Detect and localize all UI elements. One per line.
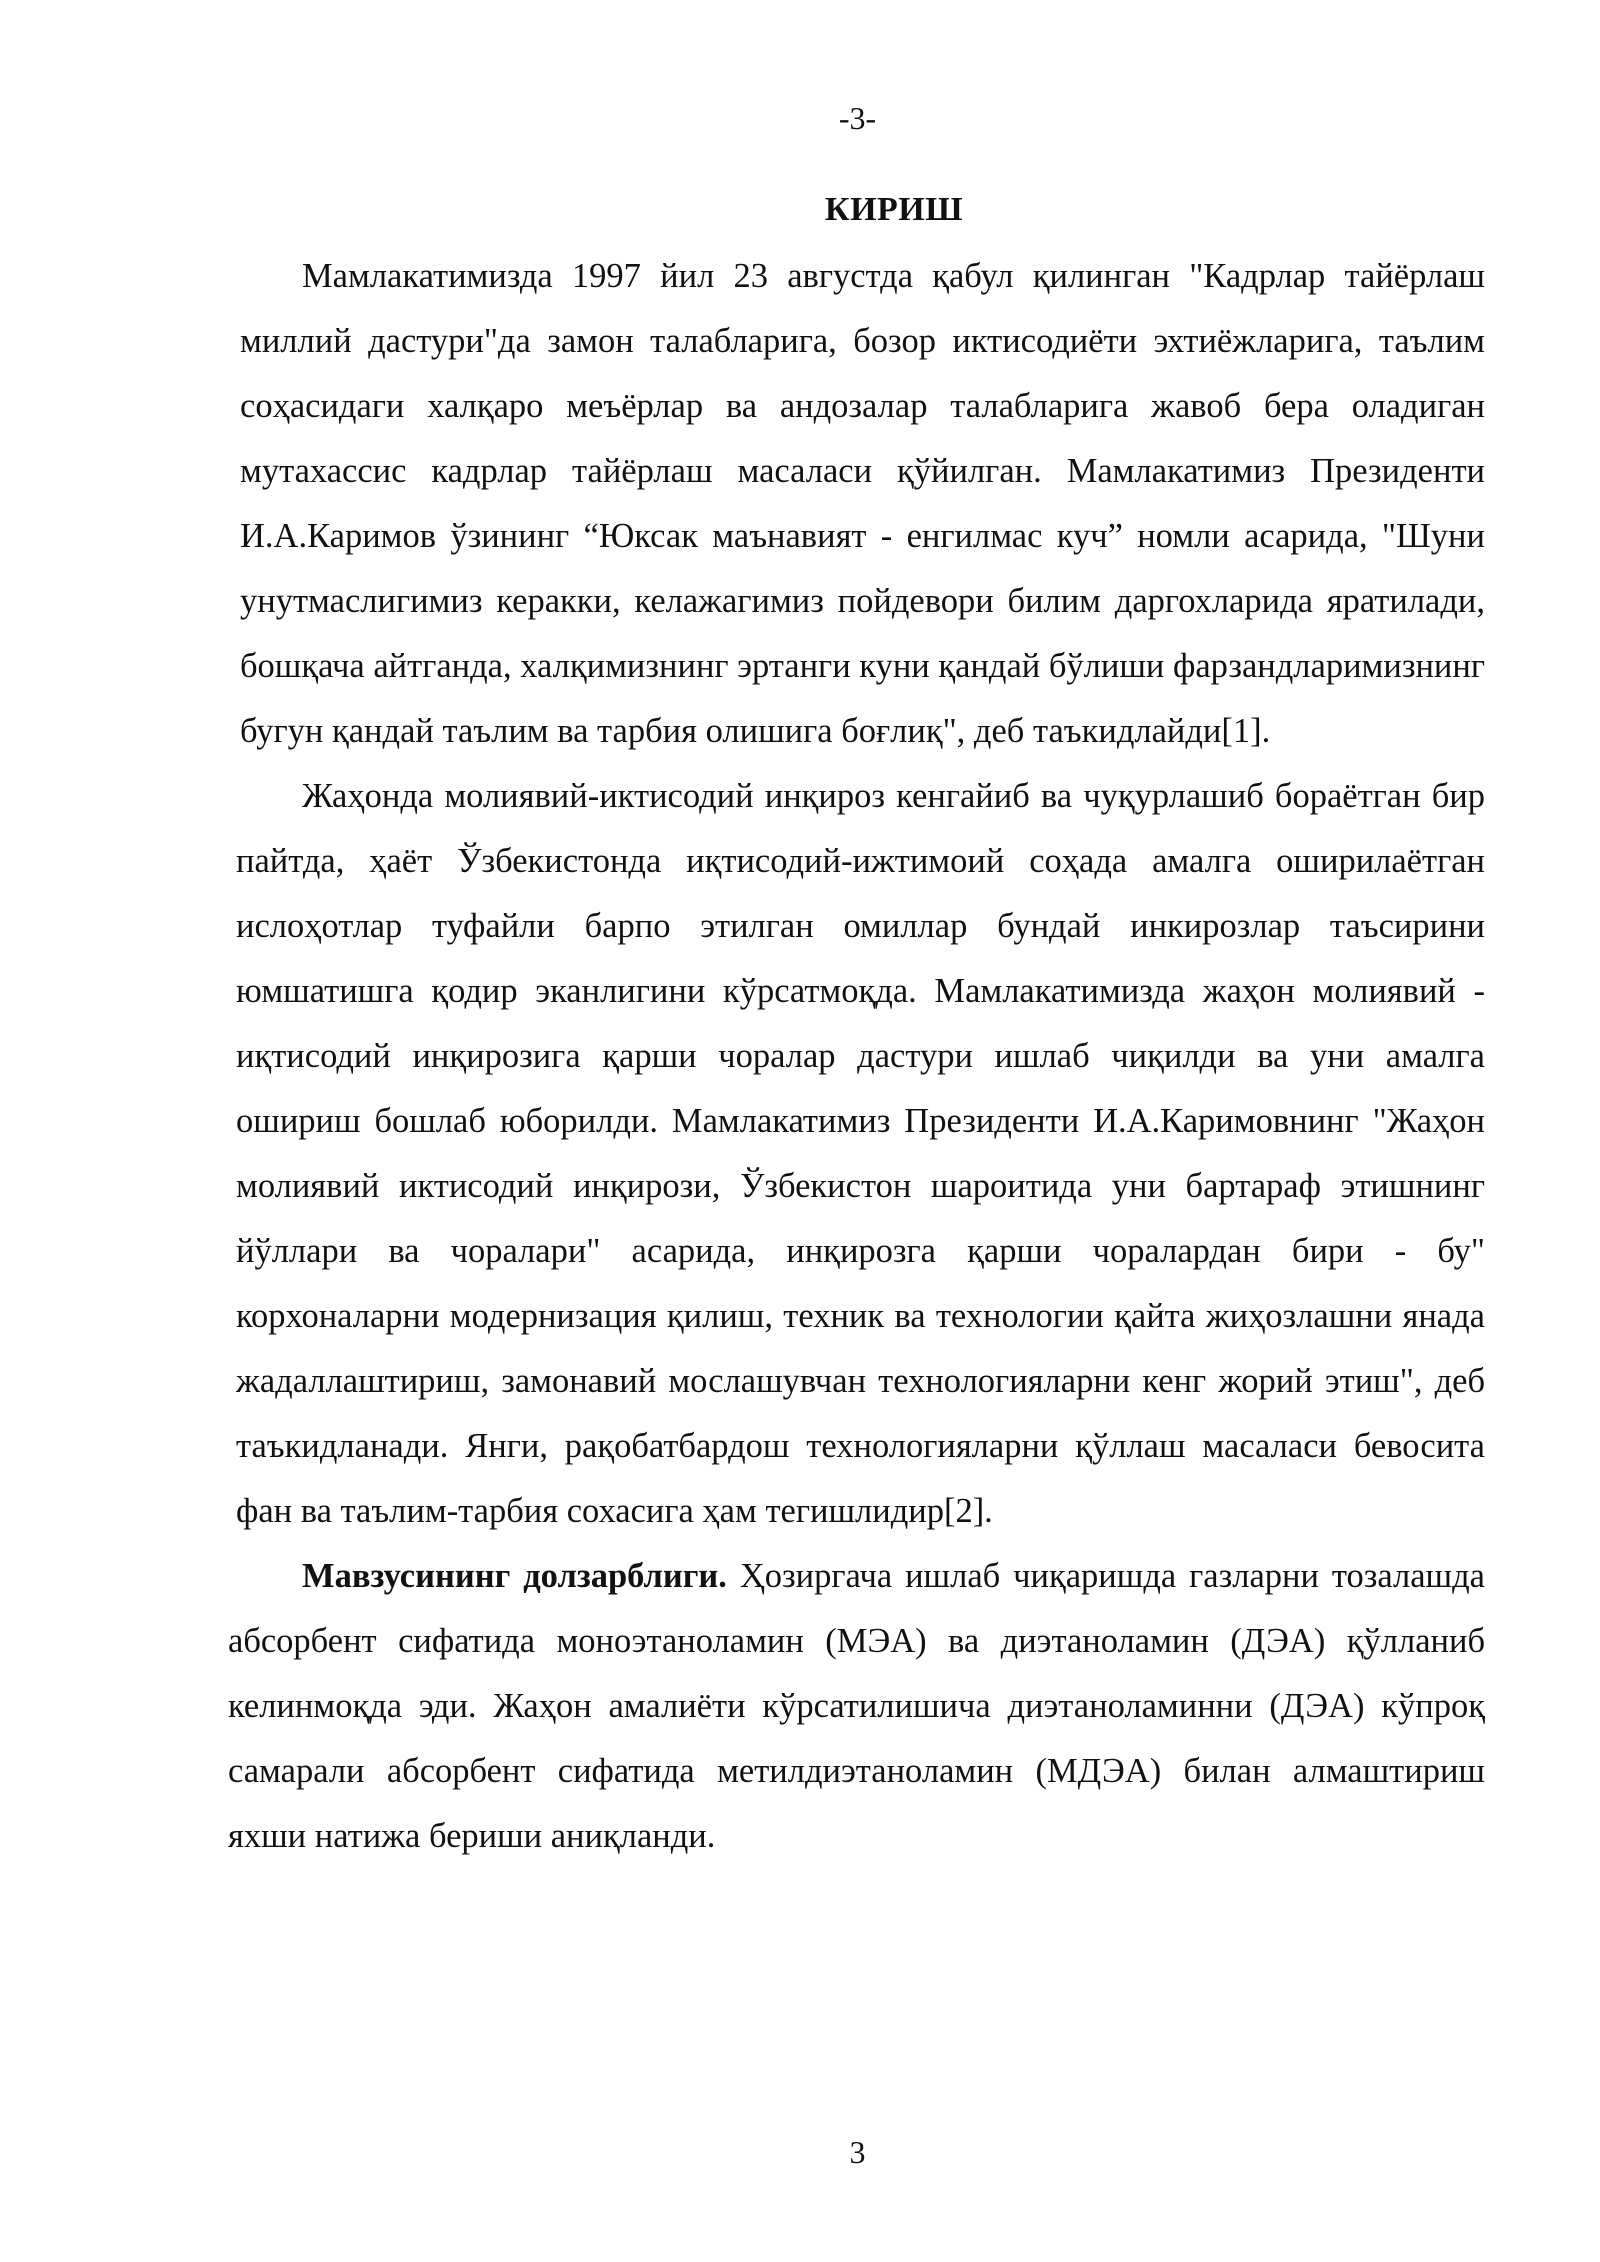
page-number-footer: 3 <box>849 2134 866 2170</box>
paragraph-lead-heading: Мавзусининг долзарблиги. <box>302 1557 727 1595</box>
document-body <box>0 244 1600 1869</box>
paragraph-intro: Мамлакатимизда 1997 йил 23 августда қабул қилинган "Кадрлар тайёрлаш миллий дастури"да замон талабларига, бозор иктисодиёти эхтиёжларига, таълим соҳасидаги халқаро меъёрлар ва андозалар талабларига жавоб бера оладиган мутахассис кадрлар тайёрлаш масаласи қўйилган. Мамлакатимиз Президенти И.А.Каримов ўзининг “Юксак маънавият - енгилмас куч” номли асарида, "Шуни унутмаслигимиз керакки, келажагимиз пойдевори билим даргохларида яратилади, бошқача айтганда, халқимизнинг эртанги куни қандай бўлиши фарзандларимизнинг бугун қандай таълим ва тарбия олишига боғлиқ", деб таъкидлайди[1]. <box>240 257 1485 750</box>
paragraph-relevance <box>0 1544 1600 1869</box>
paragraph-crisis: Жаҳонда молиявий-иктисодий инқироз кенгайиб ва чуқурлашиб бораётган бир пайтда, ҳаёт Ўзбекистонда иқтисодий-ижтимоий соҳада амалга оширилаётган ислоҳотлар туфайли барпо этилган омиллар бундай инкирозлар таъсирини юмшатишга қодир эканлигини кўрсатмоқда. Мамлакатимизда жаҳон молиявий - иқтисодий инқирозига қарши чоралар дастури ишлаб чиқилди ва уни амалга ошириш бошлаб юборилди. Мамлакатимиз Президенти И.А.Каримовнинг "Жаҳон молиявий иктисодий инқирози, Ўзбекистон шароитида уни бартараф этишнинг йўллари ва чоралари" асарида, инқирозга қарши чоралардан бири - бу" корхоналарни модернизация қилиш, техник ва технологии қайта жиҳозлашни янада жадаллаштириш, замонавий мослашувчан технологияларни кенг жорий этиш", деб таъкидланади. Янги, рақобатбардош технологияларни қўллаш масаласи бевосита фан ва таълим-тарбия сохасига ҳам тегишлидир[2]. <box>236 777 1485 1530</box>
section-title: КИРИШ <box>824 191 964 228</box>
page-marker-text: -3- <box>838 100 877 136</box>
paragraph-relevance-text: Ҳозиргача ишлаб чиқаришда газларни тозалашда абсорбент сифатида моноэтаноламин (МЭА) ва диэтаноламин (ДЭА) қўлланиб келинмоқда эди. Жаҳон амалиёти кўрсатилишича диэтаноламинни (ДЭА) кўпроқ самарали абсорбент сифатида метилдиэтаноламин (МДЭА) билан алмаштириш яхши натижа бериши аниқланди. <box>228 1557 1485 1855</box>
page-marker-top <box>0 98 1600 138</box>
